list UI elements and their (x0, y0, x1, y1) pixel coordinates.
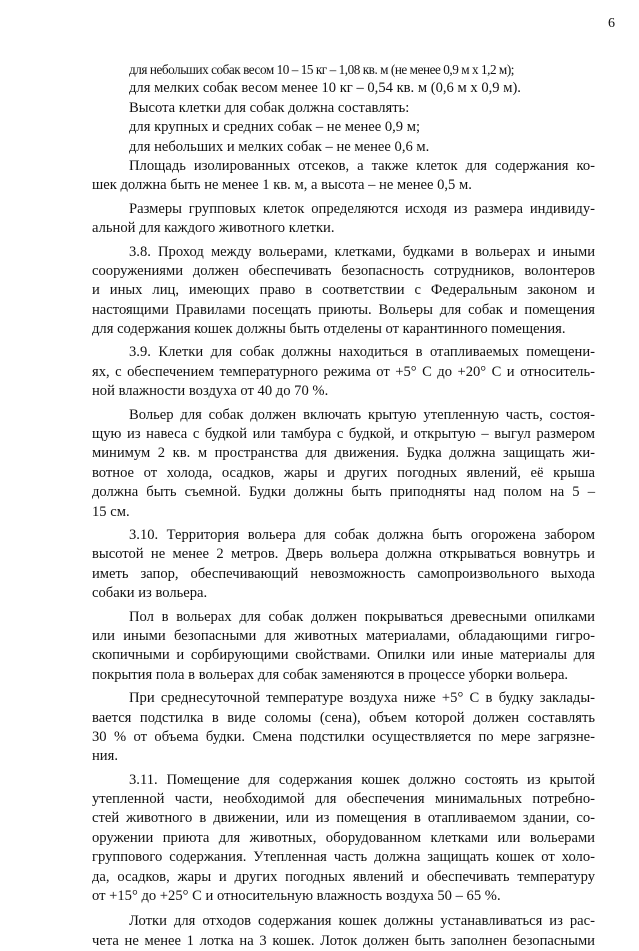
text-line: утепленной части, необходимой для обеспечения минимальных потребно- (92, 791, 595, 808)
text-line: для небольших и мелких собак – не менее 0,6 м. (129, 138, 430, 155)
text-line: При среднесуточной температуре воздуха ниже +5° С в будку заклады- (129, 690, 595, 707)
page-number: 6 (608, 16, 615, 31)
text-line: от +15° до +25° С и относительную влажность воздуха 50 – 65 %. (92, 888, 501, 905)
text-line: шек должна быть не менее 1 кв. м, а высота – не менее 0,5 м. (92, 177, 472, 194)
text-line: покрытия пола в вольерах для собак заменяются в процессе уборки вольера. (92, 666, 569, 683)
text-line: или иными безопасными для животных материалами, обладающими гигро- (92, 627, 595, 644)
text-line: 30 % от объема будки. Смена подстилки осуществляется по мере загрязне- (92, 728, 595, 745)
text-line: 3.10. Территория вольера для собак должна быть огорожена забором (129, 526, 595, 543)
text-line: сооружениями должен обеспечивать безопасность сотрудников, волонтеров (92, 262, 595, 279)
text-line: минимум 2 кв. м пространства для движения. Будка должна защищать жи- (92, 445, 595, 462)
text-line: 15 см. (92, 503, 130, 520)
text-line: чета не менее 1 лотка на 3 кошек. Лоток должен быть заполнен безопасными (92, 932, 595, 949)
text-line: ной влажности воздуха от 40 до 70 %. (92, 383, 329, 400)
text-line: Пол в вольерах для собак должен покрываться древесными опилками (129, 608, 595, 625)
text-line: 3.11. Помещение для содержания кошек должно состоять из крытой (129, 771, 595, 788)
document-body (92, 60, 595, 951)
text-line: для содержания кошек должны быть отделены от карантинного помещения. (92, 321, 566, 338)
text-line: группового содержания. Утепленная часть должна защищать кошек от холо- (92, 849, 595, 866)
text-line: вается подстилка в виде соломы (сена), объем которой должен составлять (92, 709, 595, 726)
text-line: высотой не менее 2 метров. Дверь вольера должна открываться вовнутрь и (92, 546, 595, 563)
text-line: оружении приюта для животных, оборудованном клетками или вольерами (92, 829, 595, 846)
text-line: 3.8. Проход между вольерами, клетками, будками в вольерах и иными (129, 243, 595, 260)
text-line: ния. (92, 748, 118, 765)
text-line: щую из навеса с будкой или тамбура с будкой, и открытую – выгул размером (92, 426, 595, 443)
text-line: скопичными и сорбирующими свойствами. Опилки или иные материалы для (92, 647, 595, 664)
text-line: Высота клетки для собак должна составлять: (129, 99, 410, 116)
text-line: иметь запор, обеспечивающий невозможность самопроизвольного выхода (92, 565, 595, 582)
text-line: стей животного в движении, или из помещения в отапливаемом здании, со- (92, 810, 595, 827)
text-line: настоящими Правилами посещать приюты. Вольеры для собак и помещения (92, 301, 595, 318)
text-line: да, осадков, жары и других погодных явлений и обеспечивать температуру (92, 868, 595, 885)
text-line: для мелких собак весом менее 10 кг – 0,54 кв. м (0,6 м х 0,9 м). (129, 80, 521, 97)
text-line: Вольер для собак должен включать крытую утепленную часть, состоя- (129, 406, 595, 423)
text-line: собаки из вольера. (92, 585, 208, 602)
text-line: Размеры групповых клеток определяются исходя из размера индивиду- (129, 200, 595, 217)
text-line: для крупных и средних собак – не менее 0,9 м; (129, 119, 421, 136)
text-line: 3.9. Клетки для собак должны находиться в отапливаемых помещени- (129, 344, 595, 361)
text-line: альной для каждого животного клетки. (92, 220, 335, 237)
text-line: для небольших собак весом 10 – 15 кг – 1,08 кв. м (не менее 0,9 м х 1,2 м); (129, 62, 514, 77)
text-line: должна быть съемной. Будки должны быть приподняты над полом на 5 – (92, 484, 595, 501)
text-line: Лотки для отходов содержания кошек должны устанавливаться из рас- (129, 913, 595, 930)
text-line: ях, с обеспечением температурного режима от +5° С до +20° С и относитель- (92, 363, 595, 380)
text-line: и иных лиц, имеющих право в соответствии с Федеральным законом и (92, 282, 595, 299)
text-line: вотное от холода, осадков, жары и других погодных явлений, её крыша (92, 464, 595, 481)
text-line: Площадь изолированных отсеков, а также клеток для содержания ко- (129, 157, 595, 174)
